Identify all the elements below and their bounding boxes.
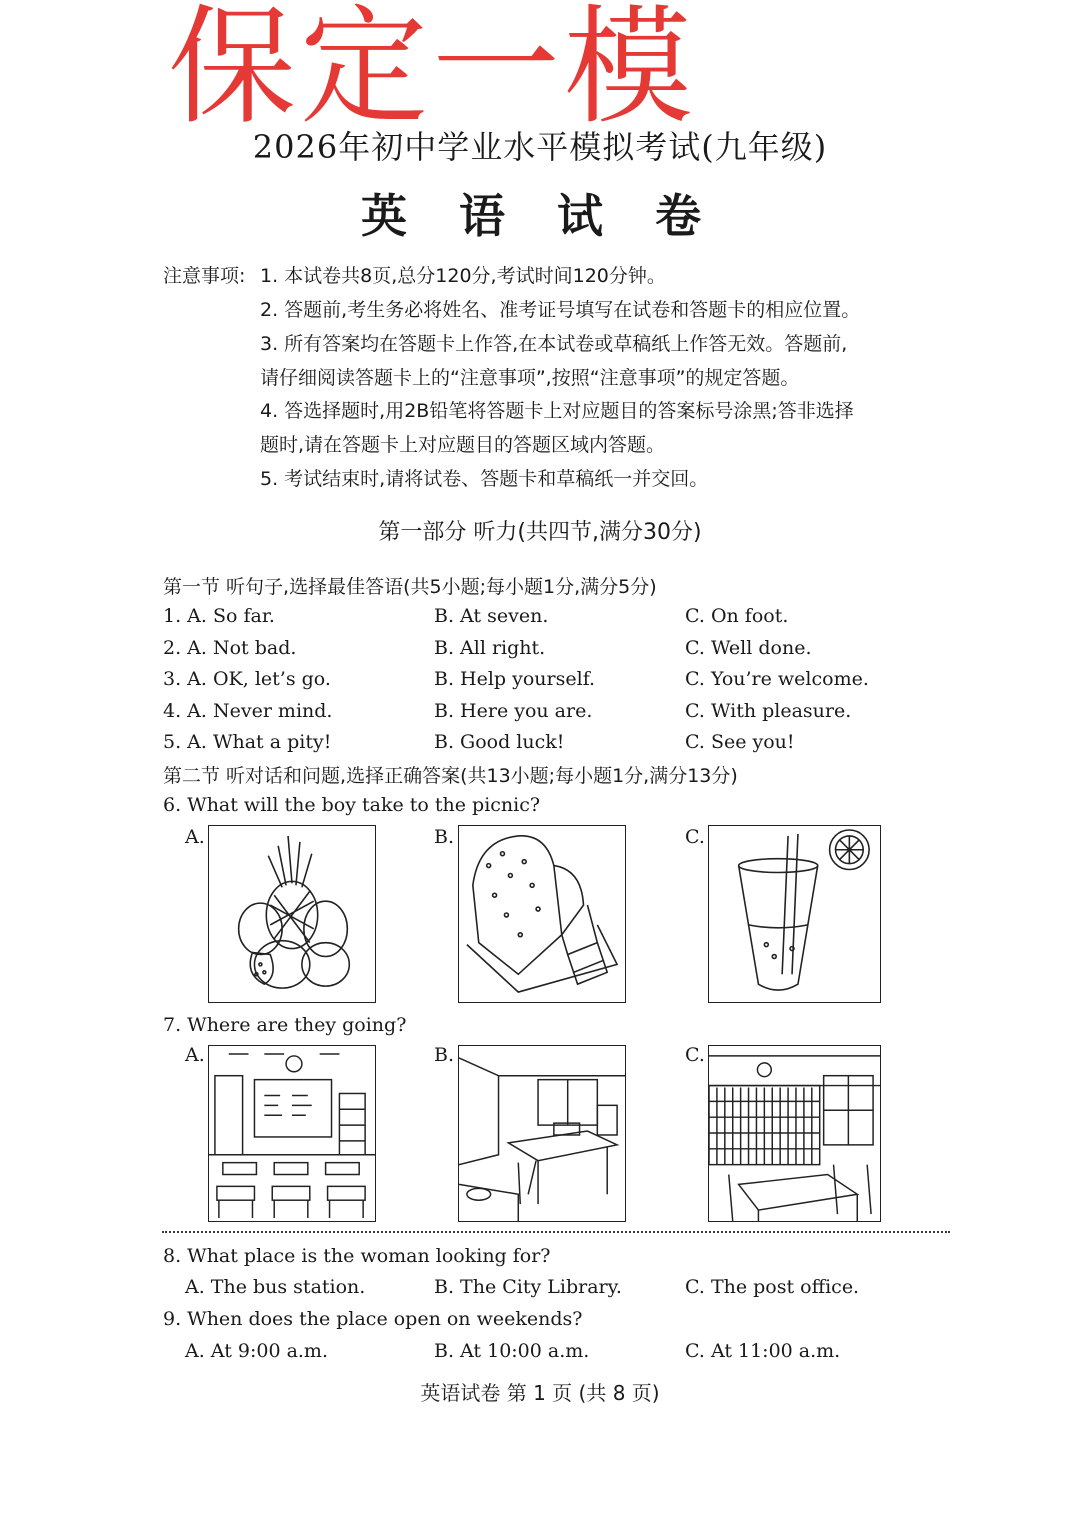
question-stem: 7. Where are they going? xyxy=(163,1014,407,1036)
part1-title: 第一部分 听力(共四节,满分30分) xyxy=(378,520,702,545)
option: C. You’re welcome. xyxy=(685,668,869,690)
option-label: C. xyxy=(685,826,705,848)
notice-line: 请仔细阅读答题卡上的“注意事项”,按照“注意事项”的规定答题。 xyxy=(260,367,800,389)
notice-line: 5. 考试结束时,请将试卷、答题卡和草稿纸一并交回。 xyxy=(260,468,709,490)
option: B. Here you are. xyxy=(434,700,593,722)
section2-title: 第二节 听对话和问题,选择正确答案(共13小题;每小题1分,满分13分) xyxy=(163,765,738,787)
option: 5. A. What a pity! xyxy=(163,731,332,753)
classroom-picture xyxy=(208,1045,376,1222)
notice-line: 2. 答题前,考生务必将姓名、准考证号填写在试卷和答题卡的相应位置。 xyxy=(260,299,861,321)
page-footer: 英语试卷 第 1 页 (共 8 页) xyxy=(420,1381,660,1405)
library-picture xyxy=(708,1045,881,1222)
notice-line: 4. 答选择题时,用2B铅笔将答题卡上对应题目的答案标号涂黑;答非选择 xyxy=(260,400,854,422)
option: B. Help yourself. xyxy=(434,668,596,690)
option: 3. A. OK, let’s go. xyxy=(163,668,331,690)
notice-line: 题时,请在答题卡上对应题目的答题区域内答题。 xyxy=(260,434,666,456)
notice-line: 3. 所有答案均在答题卡上作答,在本试卷或草稿纸上作答无效。答题前, xyxy=(260,333,848,355)
option: C. With pleasure. xyxy=(685,700,852,722)
option: B. The City Library. xyxy=(434,1276,622,1298)
option-label: A. xyxy=(185,1044,205,1066)
dotted-divider xyxy=(162,1231,950,1233)
fruit-picture xyxy=(208,825,376,1003)
option: B. At seven. xyxy=(434,605,549,627)
option-label: C. xyxy=(685,1044,705,1066)
option-label: B. xyxy=(434,1044,455,1066)
option: A. The bus station. xyxy=(185,1276,366,1298)
option: C. The post office. xyxy=(685,1276,860,1298)
option-label: B. xyxy=(434,826,455,848)
question-stem: 9. When does the place open on weekends? xyxy=(163,1308,583,1330)
option: C. On foot. xyxy=(685,605,789,627)
notice-line: 1. 本试卷共8页,总分120分,考试时间120分钟。 xyxy=(260,265,666,287)
notice-label: 注意事项: xyxy=(163,265,246,287)
bread-picture xyxy=(458,825,626,1003)
question-stem: 6. What will the boy take to the picnic? xyxy=(163,794,541,816)
option: B. Good luck! xyxy=(434,731,565,753)
option: 1. A. So far. xyxy=(163,605,275,627)
option: C. See you! xyxy=(685,731,795,753)
option: B. All right. xyxy=(434,637,546,659)
question-stem: 8. What place is the woman looking for? xyxy=(163,1245,551,1267)
paper-title: 英 语 试 卷 xyxy=(360,189,720,243)
banner-title: 保定一模 xyxy=(168,0,697,142)
option: 2. A. Not bad. xyxy=(163,637,297,659)
option: A. At 9:00 a.m. xyxy=(185,1340,328,1362)
option: C. At 11:00 a.m. xyxy=(685,1340,841,1362)
option-label: A. xyxy=(185,826,205,848)
bedroom-picture xyxy=(458,1045,626,1222)
section1-title: 第一节 听句子,选择最佳答语(共5小题;每小题1分,满分5分) xyxy=(163,576,657,598)
option: C. Well done. xyxy=(685,637,812,659)
exam-title: 2026年初中学业水平模拟考试(九年级) xyxy=(252,128,828,166)
option: 4. A. Never mind. xyxy=(163,700,333,722)
option: B. At 10:00 a.m. xyxy=(434,1340,590,1362)
juice-picture xyxy=(708,825,881,1003)
